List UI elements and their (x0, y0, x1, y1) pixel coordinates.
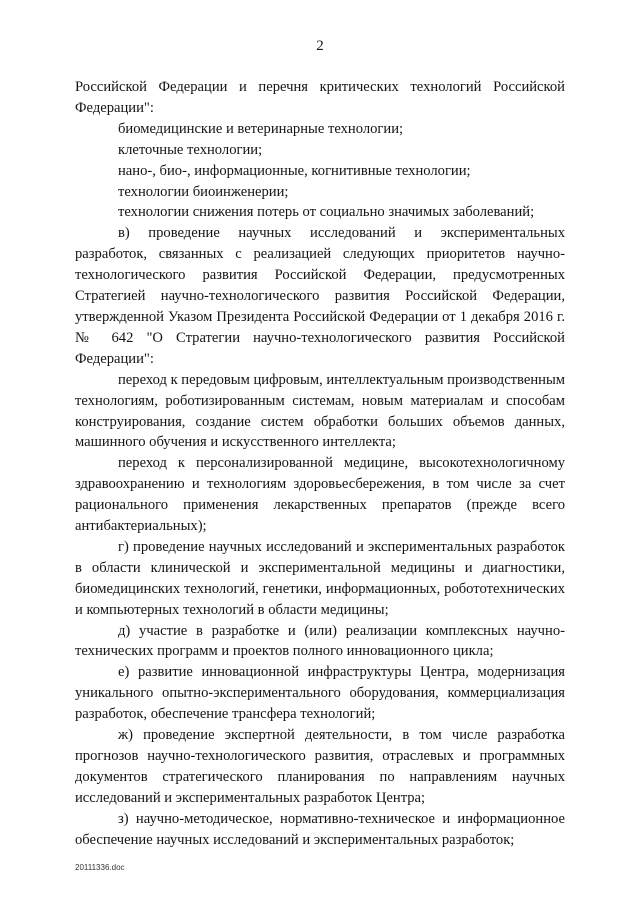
list-item-bioengineering: технологии биоинженерии; (118, 183, 289, 200)
paragraph-digital-transition: переход к передовым цифровым, интеллектуальным производственным технологиям, роботизированным системам, новым материалам и способам конструирования, создание систем обработки больших объемов данных, машинного обучения и искусственного интеллекта; (75, 371, 565, 451)
footer-file-code: 20111336.doc (75, 863, 125, 872)
paragraph-personalized-medicine: переход к персонализированной медицине, высокотехнологичному здравоохранению и технологиям здоровьесбережения, в том числе за счет рационального применения лекарственных препаратов (прежде всего антибактериальных); (75, 455, 565, 535)
list-item-cellular: клеточные технологии; (118, 141, 263, 158)
paragraph-continuation: Российской Федерации и перечня критических технологий Российской Федерации": (75, 79, 565, 116)
paragraph-item-d: д) участие в разработке и (или) реализации комплексных научно-технических программ и проектов полного инновационного цикла; (75, 622, 565, 660)
page-number: 2 (316, 38, 324, 54)
list-item-nano-bio-info: нано-, био-, информационные, когнитивные технологии; (118, 162, 471, 179)
paragraph-item-z: з) научно-методическое, нормативно-техническое и информационное обеспечение научных исследований и экспериментальных разработок; (75, 810, 565, 848)
paragraph-item-e: е) развитие инновационной инфраструктуры Центра, модернизация уникального опытно-экспериментального оборудования, коммерциализация разработок, обеспечение трансфера технологий; (75, 664, 565, 723)
list-item-biomedical: биомедицинские и ветеринарные технологии; (118, 120, 404, 137)
list-item-disease-losses: технологии снижения потерь от социально значимых заболеваний; (118, 204, 535, 221)
document-body (75, 77, 565, 851)
paragraph-item-g: г) проведение научных исследований и экспериментальных разработок в области клинической и экспериментальной медицины и диагностики, биомедицинских технологий, генетики, информационных, робототехнических и компьютерных технологий в области медицины; (75, 538, 565, 618)
paragraph-item-zh: ж) проведение экспертной деятельности, в том числе разработка прогнозов научно-технологического развития, отраслевых и программных документов стратегического планирования по направлениям научных исследований и экспериментальных разработок Центра; (75, 727, 565, 806)
paragraph-item-v: в) проведение научных исследований и экспериментальных разработок, связанных с реализацией следующих приоритетов научно-технологического развития Российской Федерации, предусмотренных Стратегией научно-технологического развития Российской Федерации, утвержденной Указом Президента Российской Федерации от 1 декабря 2016 г. № 642 "О Стратегии научно-технологического развития Российской Федерации": (75, 225, 565, 367)
